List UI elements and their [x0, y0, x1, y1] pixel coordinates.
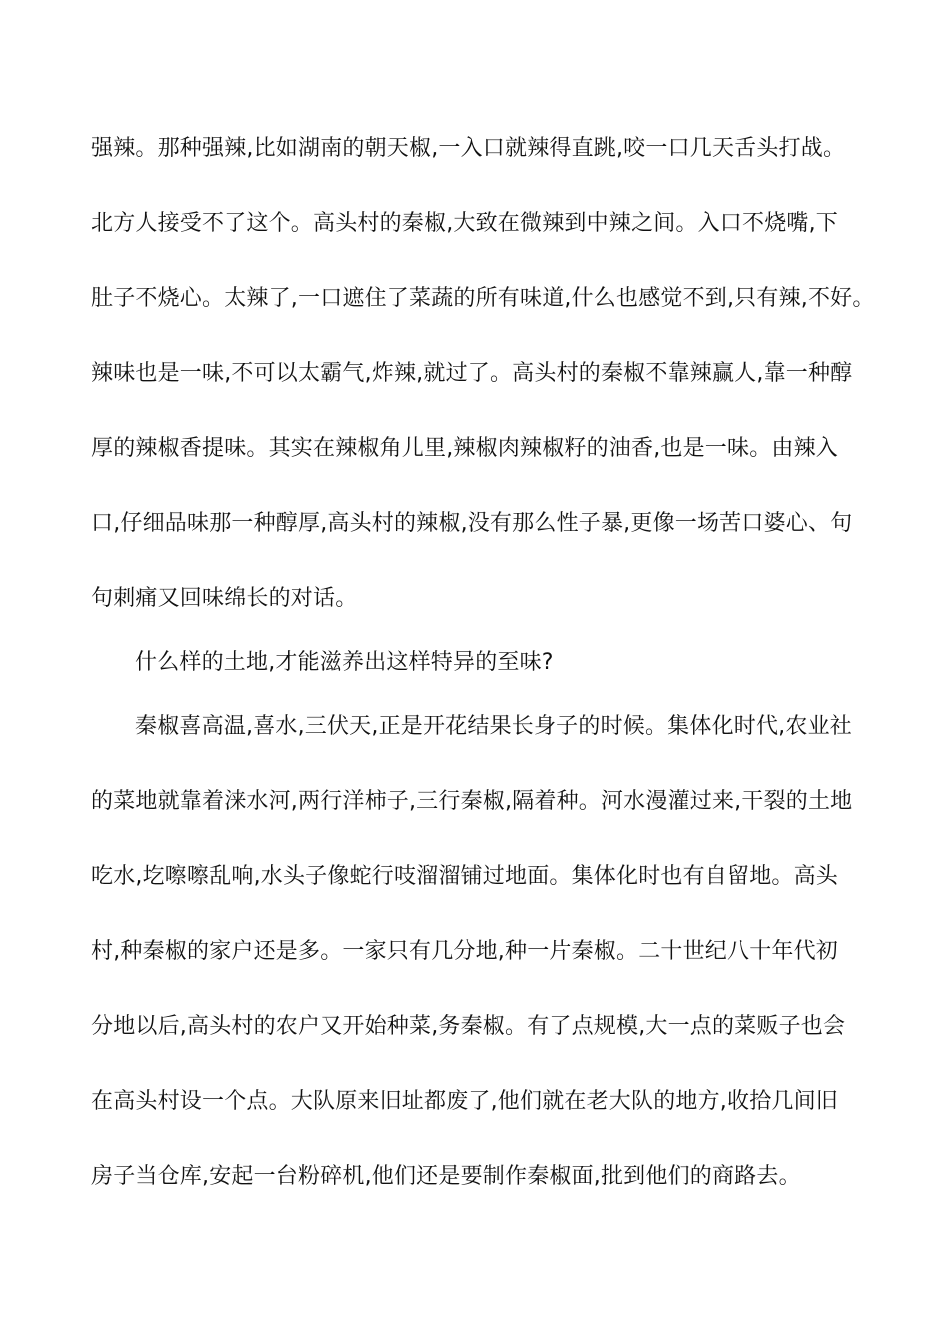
- text-line: 北方人接受不了这个。高头村的秦椒,大致在微辣到中辣之间。入口不烧嘴,下: [91, 211, 838, 236]
- text-line: 强辣。那种强辣,比如湖南的朝天椒,一入口就辣得直跳,咬一口几天舌头打战。: [91, 136, 846, 161]
- text-line: 句刺痛又回味绵长的对话。: [91, 586, 358, 611]
- text-line: 房子当仓库,安起一台粉碎机,他们还是要制作秦椒面,批到他们的商路去。: [91, 1164, 801, 1189]
- text-line: 分地以后,高头村的农户又开始种菜,务秦椒。有了点规模,大一点的菜贩子也会: [91, 1014, 846, 1039]
- text-line: 吃水,圪嚓嚓乱响,水头子像蛇行吱溜溜铺过地面。集体化时也有自留地。高头: [91, 864, 838, 889]
- text-line: 肚子不烧心。太辣了,一口遮住了菜蔬的所有味道,什么也感觉不到,只有辣,不好。: [91, 286, 875, 311]
- text-line: 的菜地就靠着涞水河,两行洋柿子,三行秦椒,隔着种。河水漫灌过来,干裂的土地: [91, 789, 853, 814]
- text-line: 村,种秦椒的家户还是多。一家只有几分地,种一片秦椒。二十世纪八十年代初: [91, 939, 838, 964]
- text-line: 口,仔细品味那一种醇厚,高头村的辣椒,没有那么性子暴,更像一场苦口婆心、句: [91, 511, 853, 536]
- text-line: 在高头村设一个点。大队原来旧址都废了,他们就在老大队的地方,收拾几间旧: [91, 1089, 838, 1114]
- text-line: 厚的辣椒香提味。其实在辣椒角儿里,辣椒肉辣椒籽的油香,也是一味。由辣入: [91, 436, 838, 461]
- paragraph-start: 秦椒喜高温,喜水,三伏天,正是开花结果长身子的时候。集体化时代,农业社: [135, 714, 852, 739]
- paragraph-question: 什么样的土地,才能滋养出这样特异的至味?: [135, 650, 554, 675]
- text-line: 辣味也是一味,不可以太霸气,炸辣,就过了。高头村的秦椒不靠辣赢人,靠一种醇: [91, 361, 853, 386]
